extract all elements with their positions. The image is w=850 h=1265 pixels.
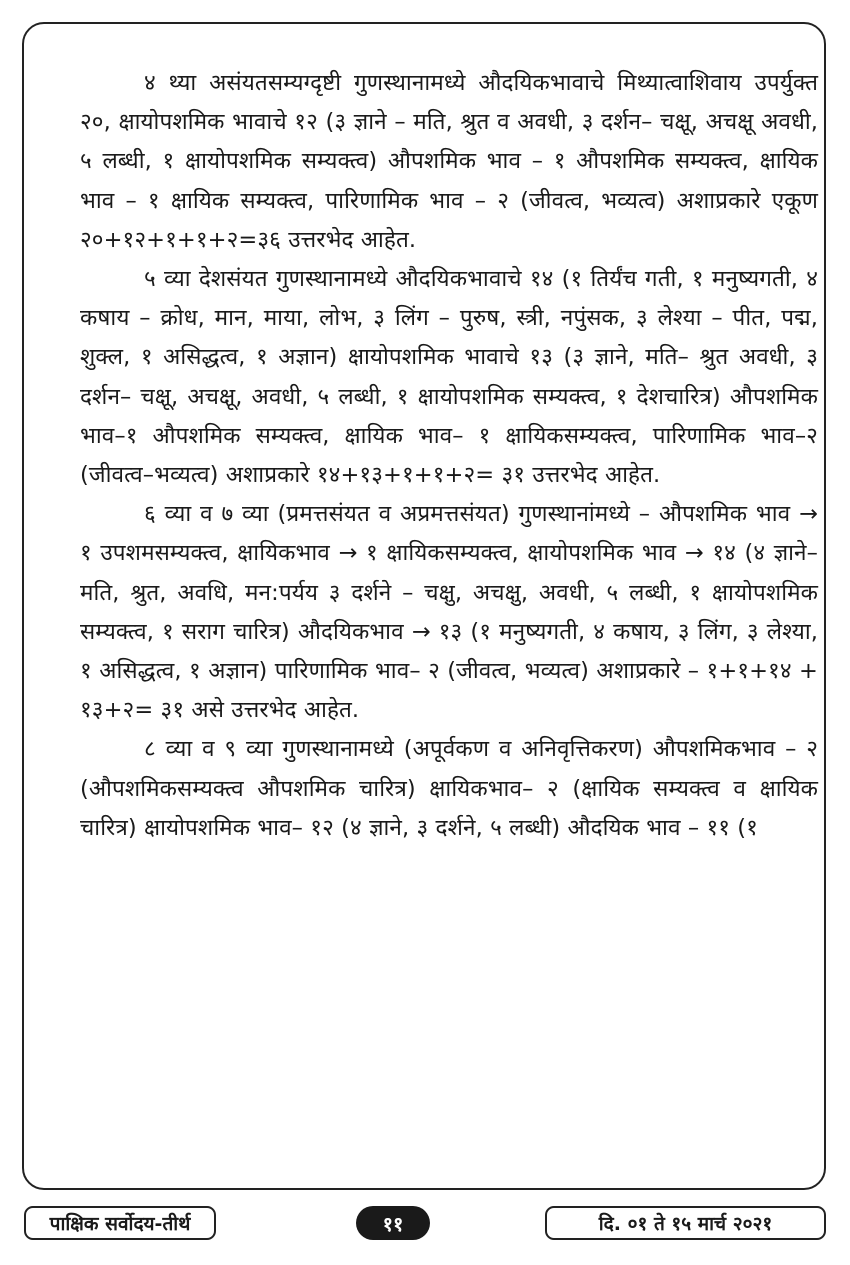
paragraph-5th-gunasthana: ५ व्या देशसंयत गुणस्थानामध्ये औदयिकभावाचे १४ (१ तिर्यंच गती, १ मनुष्यगती, ४ कषाय – क्रोध, मान, माया, लोभ, ३ लिंग – पुरुष, स्त्री, नपुंसक, ३ लेश्या – पीत, पद्म, शुक्ल, १ असिद्धत्व, १ अज्ञान) क्षायोपशमिक भावाचे १३ (३ ज्ञाने, मति– श्रुत अवधी, ३ दर्शन– चक्षू, अचक्षू, अवधी, ५ लब्धी, १ क्षायोपशमिक सम्यक्त्व, १ देशचारित्र) औपशमिक भाव–१ औपशमिक सम्यक्त्व, क्षायिक भाव– १ क्षायिकसम्यक्त्व, पारिणामिक भाव–२ (जीवत्व–भव्यत्व) अशाप्रकारे १४+१३+१+१+२= ३१ उत्तरभेद आहेत.: [80, 266, 818, 489]
body-text: [80, 64, 818, 848]
paragraph-6th-7th-gunasthana: ६ व्या व ७ व्या (प्रमत्तसंयत व अप्रमत्तसंयत) गुणस्थानांमध्ये – औपशमिक भाव → १ उपशमसम्यक्त्व, क्षायिकभाव → १ क्षायिकसम्यक्त्व, क्षायोपशमिक भाव → १४ (४ ज्ञाने–मति, श्रुत, अवधि, मन:पर्यय ३ दर्शने – चक्षु, अचक्षु, अवधी, ५ लब्धी, १ क्षायोपशमिक सम्यक्त्व, १ सराग चारित्र) औदयिकभाव → १३ (१ मनुष्यगती, ४ कषाय, ३ लिंग, ३ लेश्या, १ असिद्धत्व, १ अज्ञान) पारिणामिक भाव– २ (जीवत्व, भव्यत्व) अशाप्रकारे – १+१+१४ + १३+२= ३१ असे उत्तरभेद आहेत.: [80, 501, 818, 724]
page-frame: [22, 22, 826, 1190]
publication-name: पाक्षिक सर्वोदय-तीर्थ: [24, 1206, 216, 1240]
page-number: ११: [356, 1206, 430, 1240]
issue-date: दि. ०१ ते १५ मार्च २०२१: [545, 1206, 826, 1240]
paragraph-4th-gunasthana: ४ थ्या असंयतसम्यग्दृष्टी गुणस्थानामध्ये औदयिकभावाचे मिथ्यात्वाशिवाय उपर्युक्त २०, क्षायोपशमिक भावाचे १२ (३ ज्ञाने – मति, श्रुत व अवधी, ३ दर्शन– चक्षू, अचक्षू अवधी, ५ लब्धी, १ क्षायोपशमिक सम्यक्त्व) औपशमिक भाव – १ औपशमिक सम्यक्त्व, क्षायिक भाव – १ क्षायिक सम्यक्त्व, पारिणामिक भाव – २ (जीवत्व, भव्यत्व) अशाप्रकारे एकूण २०+१२+१+१+२=३६ उत्तरभेद आहेत.: [80, 70, 818, 253]
paragraph-8th-9th-gunasthana: ८ व्या व ९ व्या गुणस्थानामध्ये (अपूर्वकण व अनिवृत्तिकरण) औपशमिकभाव – २ (औपशमिकसम्यक्त्व औपशमिक चारित्र) क्षायिकभाव– २ (क्षायिक सम्यक्त्व व क्षायिक चारित्र) क्षायोपशमिक भाव– १२ (४ ज्ञाने, ३ दर्शने, ५ लब्धी) औदयिक भाव – ११ (१: [80, 736, 818, 841]
